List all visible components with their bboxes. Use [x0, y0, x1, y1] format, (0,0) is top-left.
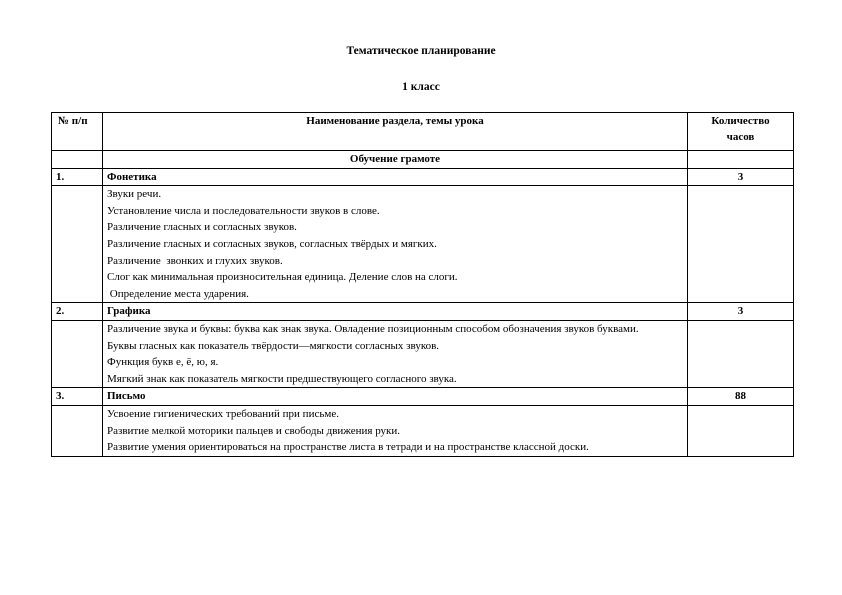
topic-item: Развитие умения ориентироваться на пространстве листа в тетради и на пространстве классной доски. [107, 441, 589, 454]
block-title: Обучение грамоте [103, 151, 688, 169]
topic-item: Мягкий знак как показатель мягкости предшествующего согласного звука. [107, 372, 457, 385]
section-topics [103, 405, 688, 456]
section-hours: 3 [688, 303, 794, 321]
section-name: Фонетика [103, 168, 688, 186]
topic-item: Различение гласных и согласных звуков, согласных твёрдых и мягких. [107, 237, 437, 250]
section-number: 3. [52, 388, 103, 406]
section-topics-row [52, 320, 794, 387]
topic-item: Буквы гласных как показатель твёрдости—мягкости согласных звуков. [107, 339, 440, 352]
section-hours: 3 [688, 168, 794, 186]
block-title-row [52, 151, 794, 169]
section-name: Письмо [103, 388, 688, 406]
section-number: 2. [52, 303, 103, 321]
topic-item: Развитие мелкой моторики пальцев и свободы движения руки. [107, 424, 401, 437]
column-header-num: № п/п [52, 113, 103, 151]
column-header-hours-line1: Количество [711, 115, 770, 127]
section-row [52, 388, 794, 406]
page-title: Тематическое планирование [346, 45, 496, 57]
section-hours: 88 [688, 388, 794, 406]
topic-item: Звуки речи. [107, 188, 162, 201]
topic-item: Различение звонких и глухих звуков. [107, 254, 283, 267]
section-row [52, 168, 794, 186]
section-topics [103, 320, 688, 387]
topic-item: Функция букв е, ё, ю, я. [107, 356, 219, 369]
section-topics-row [52, 186, 794, 303]
section-topics [103, 186, 688, 303]
column-header-hours-line2: часов [726, 131, 755, 143]
thematic-plan-table [51, 112, 794, 457]
column-header-hours [688, 113, 794, 151]
topic-item: Различение гласных и согласных звуков. [107, 221, 297, 234]
topic-item: Установление числа и последовательности звуков в слове. [107, 204, 380, 217]
column-header-name: Наименование раздела, темы урока [103, 113, 688, 151]
section-row [52, 303, 794, 321]
section-name: Графика [103, 303, 688, 321]
topic-item: Различение звука и буквы: буква как знак звука. Овладение позиционным способом обозначения звуков буквами. [107, 322, 639, 335]
page-subtitle: 1 класс [402, 81, 440, 93]
topic-item: Усвоение гигиенических требований при письме. [107, 407, 339, 420]
topic-item: Определение места ударения. [107, 287, 249, 300]
table-header-row [52, 113, 794, 151]
topic-item: Слог как минимальная произносительная единица. Деление слов на слоги. [107, 271, 458, 284]
section-topics-row [52, 405, 794, 456]
section-number: 1. [52, 168, 103, 186]
